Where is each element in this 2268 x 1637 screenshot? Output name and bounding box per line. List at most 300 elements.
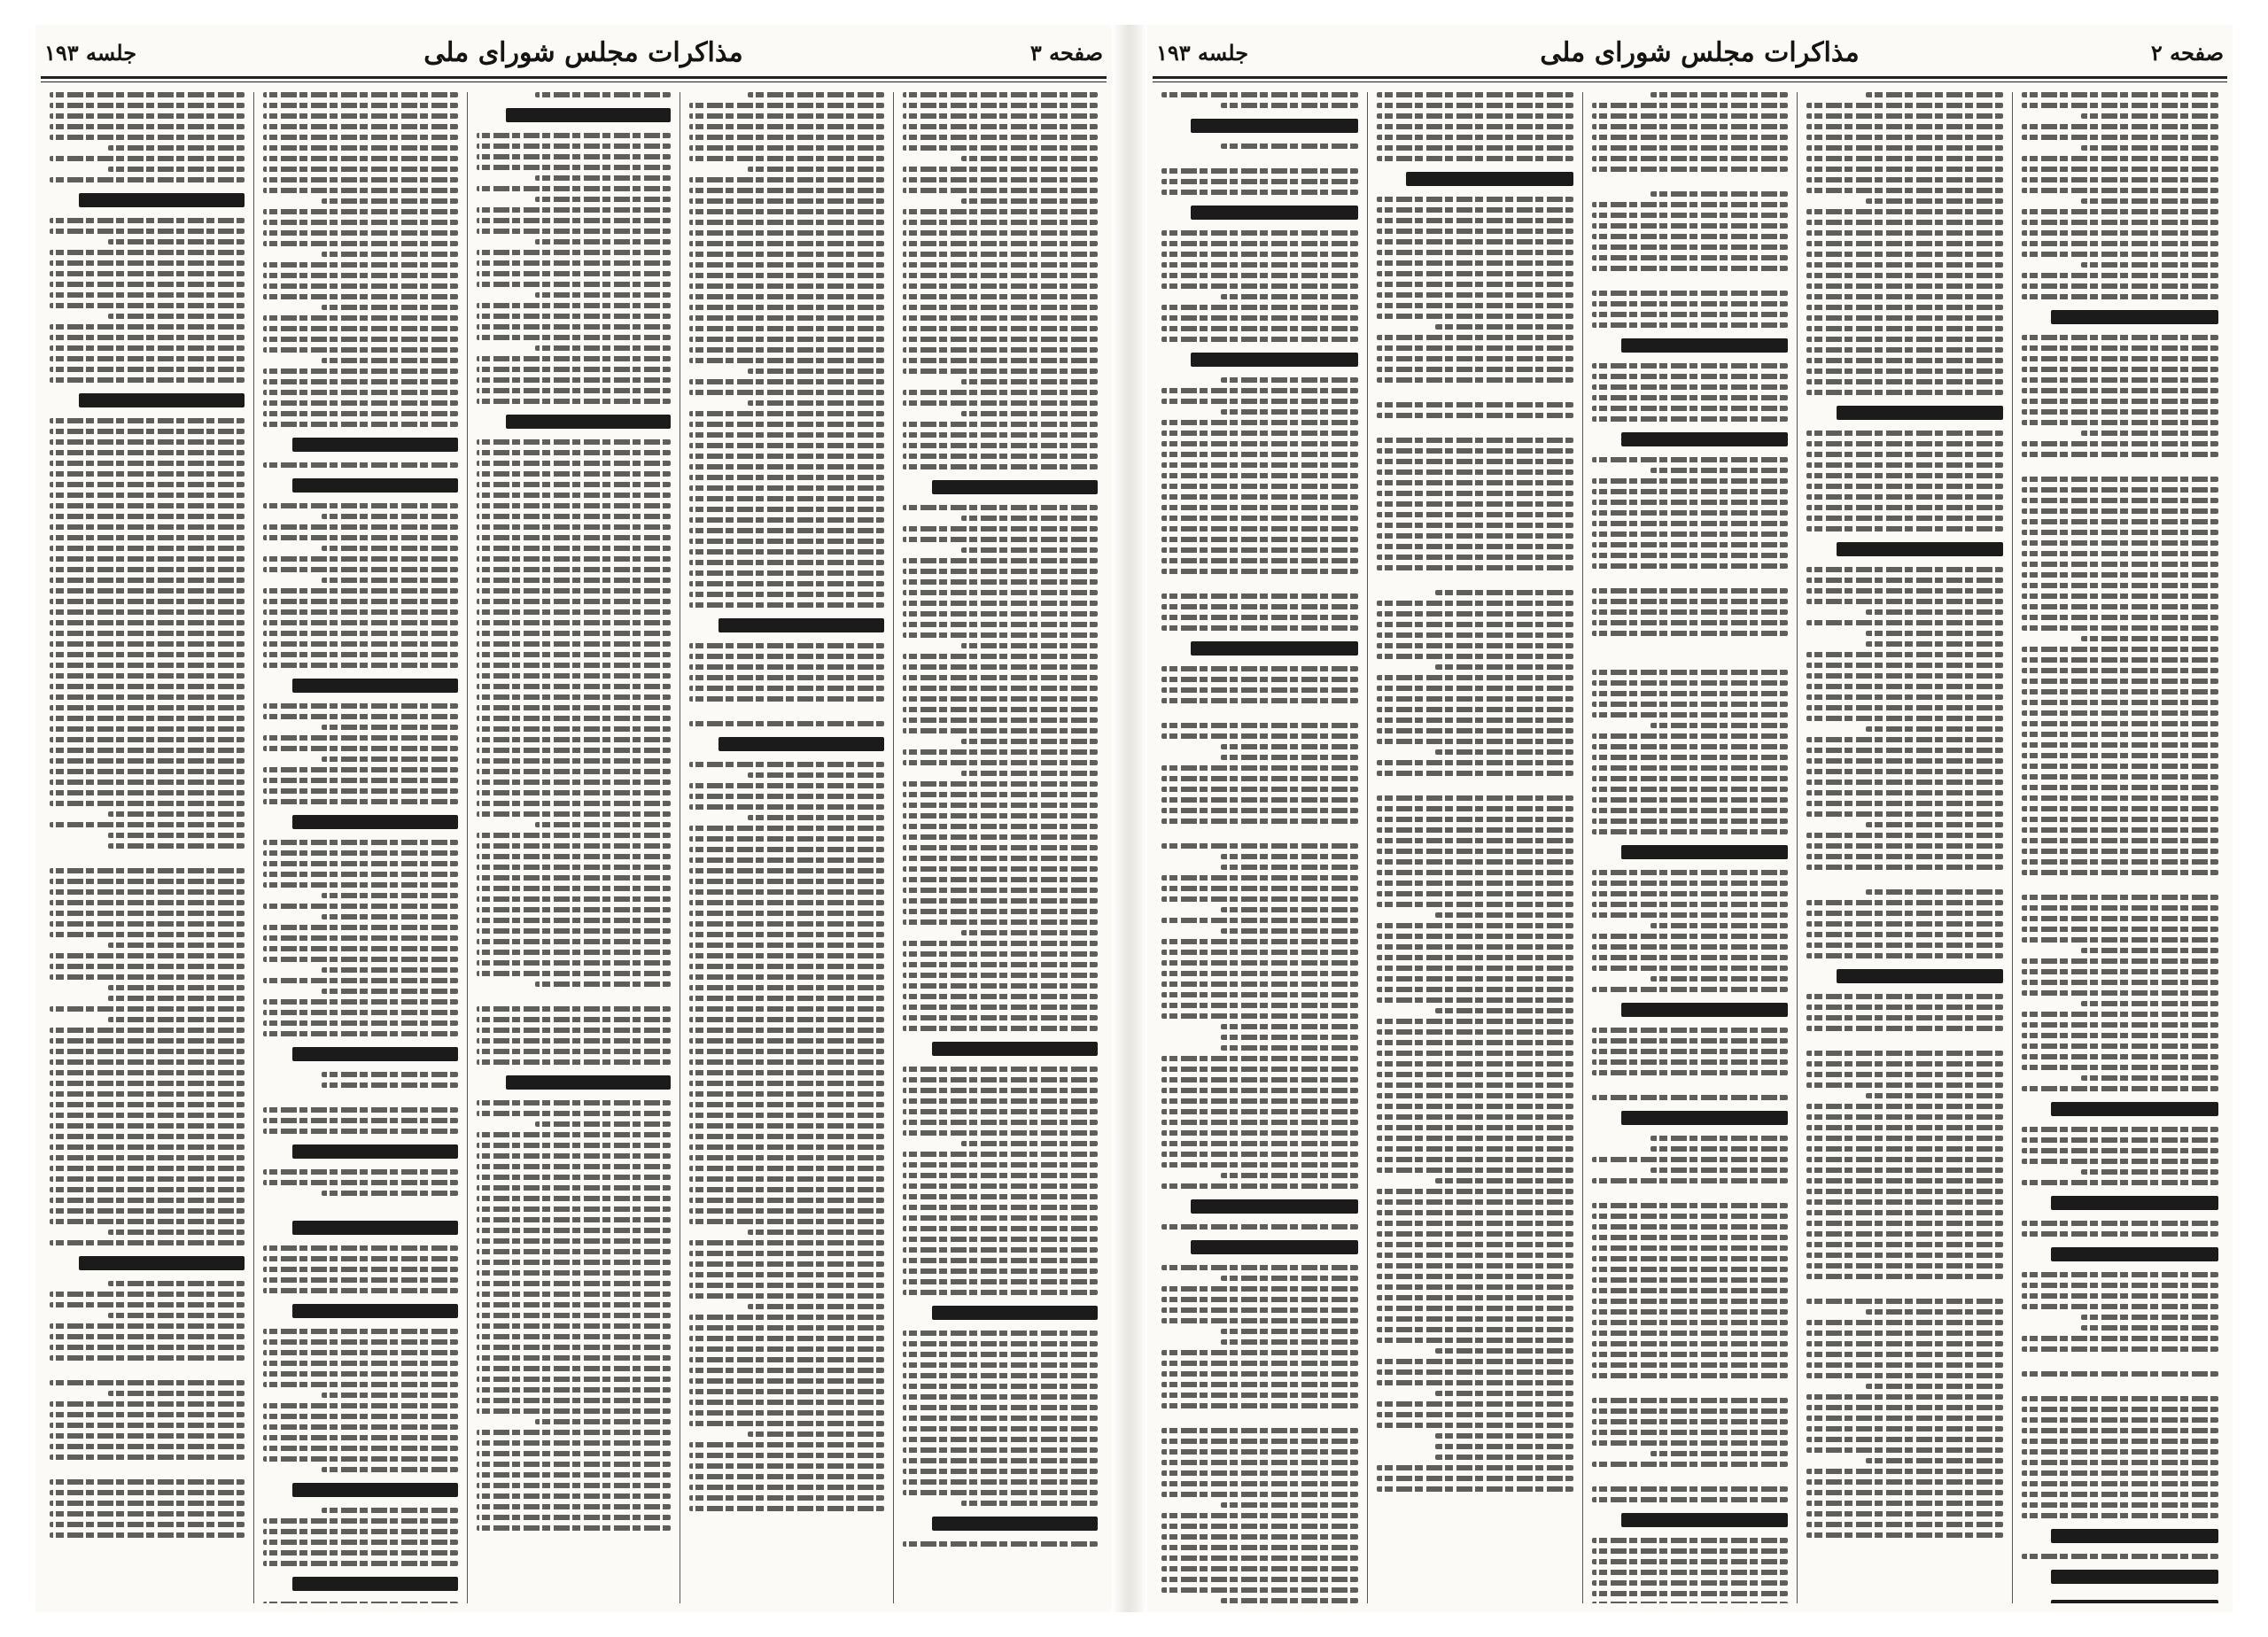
text-line	[263, 714, 458, 719]
text-line	[1377, 760, 1573, 765]
text-line	[1806, 1426, 2003, 1431]
text-line	[1161, 1428, 1358, 1433]
text-line	[1866, 1384, 2003, 1389]
text-line	[50, 92, 245, 97]
text-line	[1806, 167, 2003, 172]
column-subheading	[932, 1517, 1098, 1531]
text-line	[108, 1017, 245, 1022]
text-line	[903, 707, 1098, 712]
text-line	[689, 315, 884, 321]
text-line	[1377, 1253, 1573, 1258]
text-line	[1806, 516, 2003, 521]
text-line	[477, 1504, 672, 1509]
text-line	[1377, 1157, 1573, 1162]
text-line	[1377, 218, 1573, 223]
text-line	[1592, 733, 1789, 739]
text-line	[1806, 921, 2003, 927]
text-line	[50, 1292, 245, 1297]
text-line	[263, 273, 458, 278]
text-line	[477, 1153, 672, 1159]
text-line	[50, 641, 245, 647]
text-line	[535, 1121, 672, 1127]
column-subheading	[718, 737, 884, 751]
text-line	[477, 388, 672, 393]
text-line	[50, 1479, 245, 1485]
text-line	[263, 113, 458, 119]
text-line	[1377, 675, 1573, 680]
text-line	[1377, 469, 1573, 475]
text-line	[50, 418, 245, 423]
text-line	[903, 569, 1098, 574]
text-line	[2022, 1336, 2218, 1341]
text-line	[903, 654, 1098, 659]
text-line	[1161, 787, 1358, 792]
text-line	[2022, 399, 2218, 404]
text-line	[1161, 241, 1358, 246]
text-line	[1866, 822, 2003, 827]
text-line	[689, 1187, 884, 1192]
text-line	[1806, 599, 2003, 604]
text-line	[1806, 1189, 2003, 1194]
text-line	[1651, 723, 1788, 728]
text-line	[903, 749, 1098, 755]
text-line	[689, 1474, 884, 1479]
text-line	[1806, 953, 2003, 958]
text-line	[477, 854, 672, 859]
text-line	[2022, 551, 2218, 556]
text-line	[1161, 420, 1358, 425]
text-line	[2022, 753, 2218, 758]
text-line	[477, 1260, 672, 1265]
text-line	[689, 539, 884, 544]
text-line	[903, 1362, 1098, 1368]
text-line	[689, 560, 884, 565]
text-line	[1377, 1295, 1573, 1300]
paragraph-gap	[1592, 1472, 1789, 1481]
text-column	[1797, 92, 2012, 1603]
text-line	[903, 696, 1098, 702]
text-line	[1806, 252, 2003, 257]
text-line	[1377, 966, 1573, 971]
text-line	[1161, 1534, 1358, 1540]
text-line	[263, 369, 458, 374]
paragraph-gap	[50, 1465, 245, 1474]
text-line	[477, 588, 672, 594]
text-line	[1806, 452, 2003, 457]
text-line	[689, 964, 884, 969]
text-line	[689, 188, 884, 193]
text-line	[477, 367, 672, 372]
text-line	[477, 780, 672, 785]
text-line	[2022, 1554, 2218, 1559]
text-line	[322, 989, 458, 994]
text-line	[50, 801, 245, 806]
text-line	[1806, 748, 2003, 753]
text-line	[1592, 135, 1789, 140]
text-line	[689, 911, 884, 916]
text-line	[1161, 1393, 1358, 1398]
text-line	[322, 305, 458, 310]
text-line	[1866, 1309, 2003, 1315]
text-line	[2022, 409, 2218, 415]
text-line	[1806, 1274, 2003, 1279]
text-line	[689, 262, 884, 268]
text-line	[903, 305, 1098, 310]
text-line	[1161, 818, 1358, 824]
text-line	[477, 144, 672, 149]
text-line	[50, 921, 245, 927]
text-line	[2022, 283, 2218, 289]
paragraph-gap	[1377, 423, 1573, 432]
text-line	[1592, 213, 1789, 218]
text-line	[50, 1532, 245, 1538]
text-line	[689, 581, 884, 586]
text-line	[50, 113, 245, 119]
text-line	[1161, 516, 1358, 521]
text-line	[263, 145, 458, 151]
text-line	[1377, 696, 1573, 702]
text-line	[1806, 684, 2003, 689]
text-line	[477, 620, 672, 625]
text-line	[748, 167, 884, 172]
column-subheading	[718, 618, 884, 632]
text-line	[263, 567, 458, 572]
text-line	[1377, 881, 1573, 886]
text-line	[903, 1447, 1098, 1453]
text-line	[1592, 1245, 1789, 1251]
text-line	[903, 1426, 1098, 1431]
text-line	[1377, 771, 1573, 776]
text-line	[2022, 785, 2218, 790]
text-line	[1592, 384, 1789, 390]
text-line	[108, 843, 245, 849]
text-line	[1161, 1481, 1358, 1486]
text-line	[689, 198, 884, 204]
text-line	[1377, 555, 1573, 560]
text-line	[1161, 1152, 1358, 1157]
text-line	[477, 971, 672, 976]
text-line	[903, 1490, 1098, 1495]
text-line	[50, 748, 245, 753]
text-line	[689, 1389, 884, 1394]
text-line	[903, 1067, 1098, 1072]
text-line	[477, 229, 672, 234]
text-line	[263, 1169, 458, 1175]
text-line	[50, 673, 245, 679]
text-line	[689, 921, 884, 927]
text-line	[689, 1091, 884, 1097]
text-line	[263, 1107, 458, 1113]
text-line	[50, 964, 245, 969]
text-line	[2081, 948, 2218, 953]
text-line	[689, 900, 884, 905]
text-line	[1592, 542, 1789, 547]
text-line	[1435, 1444, 1573, 1449]
column-subheading	[2051, 1529, 2218, 1543]
paragraph-gap	[1806, 1284, 2003, 1293]
text-line	[1806, 769, 2003, 774]
text-line	[1651, 468, 1788, 473]
text-line	[1377, 1029, 1573, 1035]
text-line	[2081, 1169, 2218, 1175]
text-line	[1806, 1416, 2003, 1421]
text-line	[263, 1561, 458, 1566]
text-line	[477, 1462, 672, 1467]
text-line	[263, 103, 458, 108]
text-line	[903, 1152, 1098, 1157]
text-line	[477, 207, 672, 213]
text-line	[1592, 870, 1789, 875]
text-line	[1592, 1352, 1789, 1357]
text-line	[1377, 611, 1573, 617]
text-line	[322, 546, 458, 551]
text-line	[1806, 113, 2003, 119]
text-line	[477, 1249, 672, 1254]
text-line	[689, 996, 884, 1001]
text-line	[1377, 944, 1573, 950]
text-line	[263, 1518, 458, 1524]
text-line	[2022, 1180, 2218, 1185]
text-line	[477, 165, 672, 170]
text-line	[2081, 1075, 2218, 1081]
text-line	[1592, 1095, 1789, 1100]
text-line	[1806, 1253, 2003, 1258]
text-line	[477, 769, 672, 774]
text-line	[50, 324, 245, 330]
text-line	[2022, 562, 2218, 567]
text-line	[477, 673, 672, 679]
text-line	[1592, 1331, 1789, 1336]
text-line	[903, 241, 1098, 246]
text-line	[1651, 1146, 1788, 1152]
text-line	[748, 400, 884, 406]
text-line	[50, 1198, 245, 1203]
text-line	[1592, 521, 1789, 526]
text-line	[477, 186, 672, 191]
text-line	[1806, 694, 2003, 700]
column-subheading	[1191, 206, 1358, 220]
text-line	[1592, 744, 1789, 749]
text-line	[322, 725, 458, 730]
text-line	[689, 230, 884, 236]
text-line	[689, 209, 884, 214]
text-line	[2022, 1231, 2218, 1237]
text-line	[2022, 1492, 2218, 1497]
text-line	[1435, 1008, 1573, 1013]
text-line	[50, 758, 245, 764]
text-line	[263, 641, 458, 647]
text-line	[108, 811, 245, 817]
text-line	[689, 889, 884, 895]
text-line	[477, 1440, 672, 1446]
text-line	[263, 999, 458, 1005]
text-line	[477, 896, 672, 902]
text-line	[1592, 1440, 1789, 1446]
text-line	[1806, 347, 2003, 353]
text-line	[1161, 950, 1358, 955]
text-line	[1592, 1235, 1789, 1240]
text-line	[903, 145, 1098, 151]
text-line	[535, 292, 672, 298]
text-line	[903, 824, 1098, 829]
text-line	[477, 641, 672, 647]
text-line	[1592, 1538, 1789, 1543]
page-gutter	[1112, 25, 1147, 1612]
text-line	[1161, 1013, 1358, 1019]
text-line	[689, 857, 884, 863]
text-line	[1806, 431, 2003, 436]
text-line	[477, 1143, 672, 1148]
text-line	[1806, 230, 2003, 236]
text-line	[1651, 1451, 1788, 1456]
text-line	[263, 1256, 458, 1261]
text-line	[2022, 1012, 2218, 1017]
text-line	[2022, 220, 2218, 225]
text-line	[50, 535, 245, 540]
column-subheading	[292, 1047, 458, 1061]
text-line	[1806, 1352, 2003, 1357]
text-line	[903, 962, 1098, 967]
text-line	[477, 1038, 672, 1043]
text-line	[1377, 1476, 1573, 1481]
column-subheading	[292, 1577, 458, 1591]
text-line	[50, 1113, 245, 1118]
paragraph-gap	[1592, 1081, 1789, 1090]
text-line	[1806, 1125, 2003, 1130]
text-column	[1582, 92, 1798, 1603]
text-line	[903, 1384, 1098, 1389]
text-line	[1377, 345, 1573, 351]
text-line	[689, 1357, 884, 1362]
text-line	[1806, 1157, 2003, 1162]
text-line	[477, 1111, 672, 1116]
text-line	[1161, 1350, 1358, 1355]
text-line	[1161, 230, 1358, 236]
column-subheading	[1837, 969, 2004, 983]
text-line	[1161, 273, 1358, 278]
text-line	[1161, 733, 1358, 739]
text-line	[1377, 145, 1573, 151]
text-line	[1221, 1339, 1358, 1345]
text-line	[1806, 1051, 2003, 1056]
text-line	[1806, 1199, 2003, 1205]
text-line	[1377, 544, 1573, 549]
text-line	[50, 1522, 245, 1527]
text-line	[50, 567, 245, 572]
text-line	[108, 145, 245, 151]
page-left-issue-label: جلسه ۱۹۳	[44, 39, 137, 66]
text-line	[1806, 273, 2003, 278]
paragraph-gap	[263, 1093, 458, 1102]
text-line	[50, 1433, 245, 1439]
text-line	[477, 694, 672, 700]
text-line	[689, 1049, 884, 1054]
paragraph-gap	[1806, 875, 2003, 884]
text-line	[903, 1352, 1098, 1357]
text-line	[1161, 92, 1358, 97]
text-line	[961, 156, 1098, 161]
text-line	[50, 716, 245, 721]
text-line	[1161, 1524, 1358, 1529]
text-line	[1806, 994, 2003, 999]
text-line	[1806, 1072, 2003, 1077]
text-line	[50, 631, 245, 636]
text-line	[1221, 144, 1358, 149]
text-line	[1592, 478, 1789, 484]
text-line	[1592, 1419, 1789, 1424]
text-line	[903, 781, 1098, 787]
text-line	[1806, 567, 2003, 572]
text-line	[689, 953, 884, 958]
text-line	[689, 475, 884, 480]
text-line	[903, 856, 1098, 861]
text-line	[50, 609, 245, 615]
text-line	[903, 1479, 1098, 1485]
text-line	[50, 1501, 245, 1506]
text-line	[108, 239, 245, 244]
text-line	[2022, 103, 2218, 108]
paragraph-gap	[1161, 154, 1358, 163]
text-line	[50, 1123, 245, 1129]
text-line	[1377, 197, 1573, 202]
text-line	[1866, 889, 2003, 895]
text-line	[2081, 1001, 2218, 1006]
column-subheading	[292, 478, 458, 493]
text-line	[2022, 817, 2218, 822]
text-line	[1435, 590, 1573, 595]
text-line	[477, 1228, 672, 1233]
text-line	[1592, 755, 1789, 760]
column-subheading	[292, 1221, 458, 1235]
text-line	[903, 347, 1098, 353]
paragraph-gap	[1592, 641, 1789, 650]
text-line	[689, 1240, 884, 1245]
text-line	[1592, 1430, 1789, 1435]
text-line	[2022, 356, 2218, 361]
text-line	[50, 1355, 245, 1361]
text-line	[477, 1059, 672, 1065]
text-line	[263, 1403, 458, 1408]
text-line	[748, 815, 884, 820]
text-line	[903, 1331, 1098, 1336]
text-line	[2022, 441, 2218, 446]
text-line	[263, 411, 458, 416]
text-line	[1806, 1104, 2003, 1109]
text-line	[1806, 1362, 2003, 1368]
text-line	[1377, 1146, 1573, 1152]
text-line	[1806, 620, 2003, 625]
text-line	[50, 1166, 245, 1171]
text-line	[1806, 262, 2003, 268]
text-line	[689, 804, 884, 810]
text-line	[689, 326, 884, 331]
text-line	[1161, 1098, 1358, 1104]
text-line	[2022, 230, 2218, 236]
text-line	[903, 1098, 1098, 1104]
column-subheading	[1621, 1513, 1789, 1527]
text-line	[903, 526, 1098, 531]
text-line	[50, 578, 245, 583]
text-line	[2022, 1022, 2218, 1028]
text-line	[108, 1391, 245, 1396]
text-line	[689, 358, 884, 363]
text-line	[50, 652, 245, 657]
text-line	[477, 1049, 672, 1054]
text-line	[263, 946, 458, 951]
text-line	[1161, 687, 1358, 693]
text-line	[477, 556, 672, 562]
text-line	[1592, 113, 1789, 119]
